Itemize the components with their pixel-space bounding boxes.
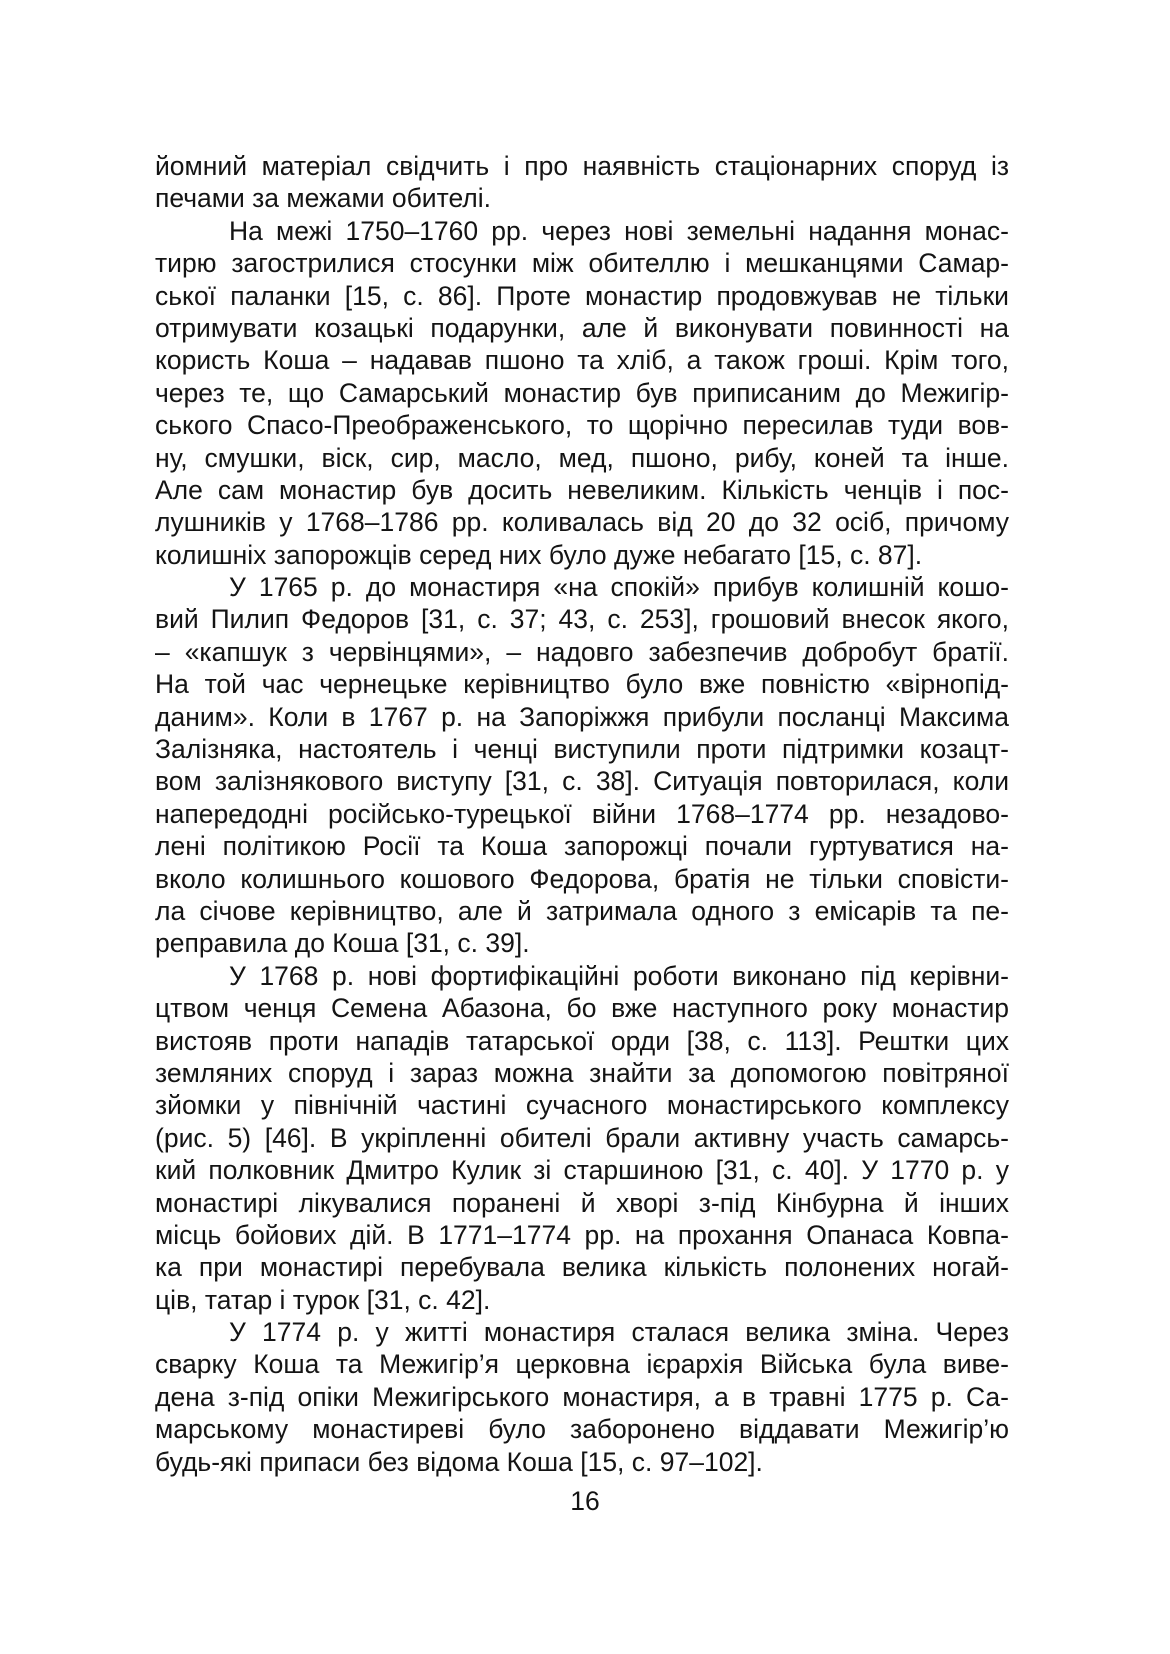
text-line: цтвом ченця Семена Абазона, бо вже наступного року монастир [155, 993, 1009, 1024]
text-line: У 1765 р. до монастиря «на спокій» прибув колишній кошо- [229, 572, 1009, 603]
text-line: ського Спасо-Преображенського, то щорічно пересилав туди вов- [155, 410, 1009, 441]
text-line: марському монастиреві було заборонено віддавати Межигір’ю [155, 1414, 1009, 1445]
text-line: – «капшук з червінцями», – надовго забезпечив добробут братії. [155, 636, 1009, 667]
text-line: колишніх запорожців серед них було дуже небагато [15, с. 87]. [155, 539, 923, 570]
text-line: вколо колишнього кошового Федорова, братія не тільки сповісти- [155, 863, 1009, 894]
text-line: місць бойових дій. В 1771–1774 рр. на прохання Опанаса Ковпа- [155, 1219, 1009, 1250]
text-line: На той час чернецьке керівництво було вже повністю «вірнопід- [155, 669, 1009, 700]
text-line: ців, татар і турок [31, с. 42]. [155, 1284, 491, 1315]
text-line: У 1768 р. нові фортифікаційні роботи виконано під керівни- [229, 960, 1009, 991]
text-line: йомний матеріал свідчить і про наявність стаціонарних споруд із [155, 151, 1009, 181]
paragraph-4 [155, 960, 1009, 1316]
text-line: через те, що Самарський монастир був приписаним до Межигір- [155, 377, 1009, 408]
text-line: будь-які припаси без відома Коша [15, с. 97–102]. [155, 1446, 763, 1477]
text-line: У 1774 р. у житті монастиря сталася велика зміна. Через [229, 1317, 1009, 1348]
text-line: зйомки у північній частині сучасного монастирського комплексу [155, 1090, 1009, 1121]
paragraph-1 [155, 150, 1009, 215]
text-line: ської паланки [15, с. 86]. Проте монастир продовжував не тільки [155, 280, 1009, 311]
paragraph-3 [155, 571, 1009, 960]
text-line: тирю загострилися стосунки між обителлю і мешканцями Самар- [155, 248, 1009, 279]
text-line: отримувати козацькі подарунки, але й виконувати повинності на [155, 312, 1009, 343]
text-line: земляних споруд і зараз можна знайти за допомогою повітряної [155, 1057, 1009, 1088]
text-line: вистояв проти нападів татарської орди [38, с. 113]. Рештки цих [155, 1025, 1009, 1056]
text-line: вий Пилип Федоров [31, с. 37; 43, с. 253], грошовий внесок якого, [155, 604, 1009, 635]
text-line: лушників у 1768–1786 рр. коливалась від 20 до 32 осіб, причому [155, 507, 1009, 538]
text-line: печами за межами обителі. [155, 183, 492, 214]
text-line: На межі 1750–1760 рр. через нові земельні надання монас- [229, 215, 1009, 246]
text-line: дена з-під опіки Межигірського монастиря, а в травні 1775 р. Са- [155, 1381, 1009, 1412]
paragraph-5 [155, 1316, 1009, 1478]
text-line: реправила до Коша [31, с. 39]. [155, 928, 530, 959]
text-line: Але сам монастир був досить невеликим. Кількість ченців і пос- [155, 474, 1009, 505]
text-line: ла січове керівництво, але й затримала одного з емісарів та пе- [155, 895, 1009, 926]
text-line: ка при монастирі перебувала велика кількість полонених ногай- [155, 1252, 1009, 1283]
text-line: сварку Коша та Межигір’я церковна ієрархія Війська була виве- [155, 1349, 1009, 1380]
text-line: Залізняка, настоятель і ченці виступили проти підтримки козацт- [155, 734, 1009, 765]
text-line: вом залізнякового виступу [31, с. 38]. Ситуація повторилася, коли [155, 766, 1009, 797]
paragraph-2 [155, 215, 1009, 571]
page-body [155, 150, 1009, 1478]
text-line: напередодні російсько-турецької війни 1768–1774 рр. незадово- [155, 798, 1009, 829]
text-line: кий полковник Дмитро Кулик зі старшиною [31, с. 40]. У 1770 р. у [155, 1155, 1009, 1186]
page-number: 16 [570, 1486, 600, 1516]
text-line: ну, смушки, віск, сир, масло, мед, пшоно, рибу, коней та інше. [155, 442, 1009, 473]
text-line: (рис. 5) [46]. В укріпленні обителі брали активну участь самарсь- [155, 1122, 1009, 1153]
text-line: користь Коша – надавав пшоно та хліб, а також гроші. Крім того, [155, 345, 1009, 376]
text-line: лені політикою Росії та Коша запорожці почали гуртуватися на- [155, 831, 1009, 862]
text-line: монастирі лікувалися поранені й хворі з-під Кінбурна й інших [155, 1187, 1009, 1218]
text-line: даним». Коли в 1767 р. на Запоріжжя прибули посланці Максима [155, 701, 1009, 732]
